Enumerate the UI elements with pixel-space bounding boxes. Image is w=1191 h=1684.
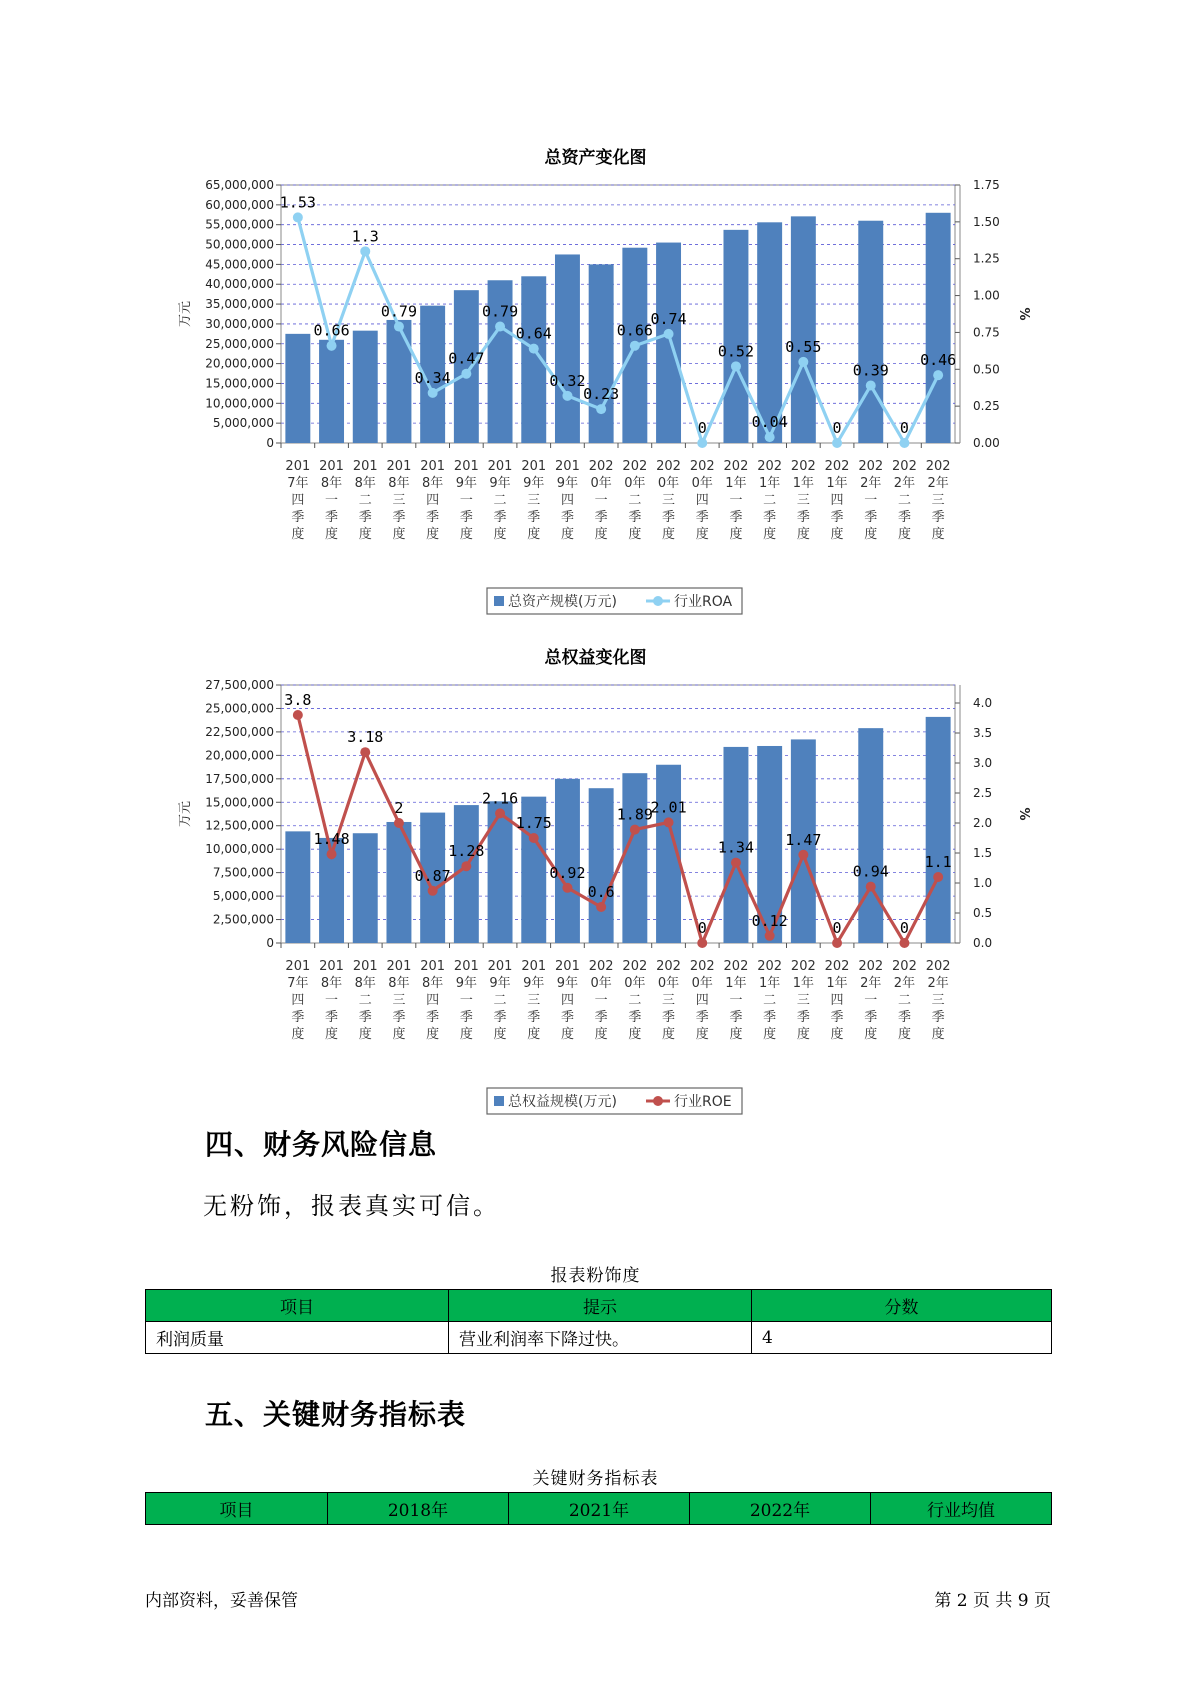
y2-tick-label: 2.0 bbox=[973, 816, 993, 830]
legend-swatch-bar bbox=[494, 596, 504, 606]
bar bbox=[858, 221, 883, 443]
data-label: 0.04 bbox=[751, 413, 788, 432]
y-tick-label: 0 bbox=[266, 936, 274, 950]
data-label: 0 bbox=[697, 919, 707, 937]
data-point bbox=[461, 861, 471, 871]
data-label: 1.48 bbox=[313, 830, 350, 849]
header-cell-2022: 2022年 bbox=[690, 1493, 871, 1525]
y-tick-label: 55,000,000 bbox=[205, 217, 274, 232]
y-tick-label: 5,000,000 bbox=[212, 416, 274, 431]
y-tick-label: 15,000,000 bbox=[205, 795, 274, 810]
header-cell-item: 项目 bbox=[146, 1290, 449, 1322]
data-point bbox=[731, 858, 741, 868]
legend-swatch-point bbox=[653, 596, 663, 606]
data-point bbox=[798, 357, 808, 367]
y2-tick-label: 0.50 bbox=[973, 362, 1000, 377]
bar bbox=[285, 334, 310, 443]
table-caption-key-indicators: 关键财务指标表 bbox=[532, 1469, 659, 1489]
x-tick-label: 201 7年四季度 bbox=[285, 959, 311, 1042]
header-cell-industry-avg: 行业均值 bbox=[871, 1493, 1052, 1525]
cell-hint: 营业利润率下降过快。 bbox=[449, 1322, 752, 1354]
table-header-row bbox=[146, 1493, 1052, 1525]
data-point bbox=[798, 850, 808, 860]
data-point bbox=[562, 391, 572, 401]
y2-tick-label: 4.0 bbox=[973, 696, 993, 710]
x-tick-label: 201 8年二季度 bbox=[352, 459, 378, 542]
bar bbox=[285, 831, 310, 943]
data-label: 1.1 bbox=[924, 853, 952, 871]
x-tick-label: 201 8年一季度 bbox=[319, 959, 344, 1042]
table-caption-whitewash: 报表粉饰度 bbox=[550, 1266, 641, 1286]
x-tick-label: 202 2年一季度 bbox=[858, 959, 884, 1042]
x-tick-label: 202 0年三季度 bbox=[656, 459, 681, 542]
x-tick-label: 202 1年三季度 bbox=[790, 959, 816, 1042]
bar bbox=[757, 222, 782, 443]
data-label: 0.46 bbox=[920, 351, 957, 370]
data-label: 1.34 bbox=[717, 838, 755, 857]
x-tick-label: 201 8年二季度 bbox=[352, 959, 378, 1042]
header-cell-hint: 提示 bbox=[449, 1290, 752, 1322]
data-point bbox=[495, 322, 505, 332]
y-tick-label: 17,500,000 bbox=[205, 771, 274, 786]
x-tick-label: 201 8年四季度 bbox=[420, 459, 446, 542]
y2-tick-label: 3.0 bbox=[973, 756, 993, 770]
x-tick-label: 201 7年四季度 bbox=[285, 459, 311, 542]
x-tick-label: 201 8年四季度 bbox=[420, 959, 446, 1042]
bar bbox=[555, 254, 580, 443]
y2-tick-label: 3.5 bbox=[973, 726, 993, 740]
data-point bbox=[293, 212, 303, 222]
x-tick-label: 202 0年四季度 bbox=[689, 459, 715, 542]
data-point bbox=[360, 246, 370, 256]
data-point bbox=[596, 902, 606, 912]
y-tick-label: 30,000,000 bbox=[205, 316, 274, 331]
y2-tick-label: 0.00 bbox=[973, 436, 1000, 450]
total-equity-chart bbox=[0, 670, 1191, 1110]
data-point bbox=[529, 344, 539, 354]
total-assets-chart bbox=[0, 170, 1191, 610]
risk-summary-text: 无粉饰，报表真实可信。 bbox=[203, 1192, 500, 1220]
data-label: 2.16 bbox=[481, 789, 519, 808]
y2-tick-label: 0.5 bbox=[973, 906, 993, 920]
data-point bbox=[394, 322, 404, 332]
y2-tick-label: 1.00 bbox=[973, 288, 1000, 303]
data-label: 0 bbox=[697, 419, 707, 437]
data-point bbox=[394, 818, 404, 828]
data-label: 0.79 bbox=[481, 302, 519, 321]
x-tick-label: 202 1年一季度 bbox=[723, 959, 749, 1042]
y-tick-label: 2,500,000 bbox=[212, 912, 274, 927]
data-label: 0.6 bbox=[587, 883, 615, 901]
data-point bbox=[899, 438, 909, 448]
y-axis-label: 万元 bbox=[178, 300, 193, 328]
chart-title-total-equity: 总权益变化图 bbox=[544, 648, 647, 668]
x-tick-label: 202 0年一季度 bbox=[588, 959, 614, 1042]
data-label: 1.47 bbox=[785, 830, 822, 849]
y2-tick-label: 1.25 bbox=[973, 251, 1000, 266]
data-point bbox=[933, 872, 943, 882]
header-cell-2018: 2018年 bbox=[328, 1493, 509, 1525]
x-tick-label: 202 0年二季度 bbox=[622, 459, 648, 542]
data-label: 2.01 bbox=[650, 798, 687, 817]
data-point bbox=[360, 747, 370, 757]
data-label: 1.89 bbox=[616, 805, 653, 824]
y2-tick-label: 0.25 bbox=[973, 399, 1000, 414]
bar bbox=[858, 728, 883, 943]
data-point bbox=[832, 438, 842, 448]
data-label: 0.64 bbox=[515, 324, 552, 343]
bar bbox=[353, 331, 378, 443]
data-point bbox=[866, 882, 876, 892]
data-label: 2 bbox=[394, 799, 404, 817]
y-tick-label: 35,000,000 bbox=[205, 297, 274, 312]
x-tick-label: 202 0年三季度 bbox=[656, 959, 681, 1042]
legend-label-bar: 总资产规模(万元) bbox=[508, 594, 617, 610]
y-tick-label: 27,500,000 bbox=[205, 678, 274, 692]
x-tick-label: 202 2年一季度 bbox=[858, 459, 884, 542]
data-label: 0.32 bbox=[549, 371, 586, 390]
data-label: 3.8 bbox=[284, 691, 312, 709]
y-tick-label: 0 bbox=[266, 436, 274, 450]
x-tick-label: 201 9年三季度 bbox=[521, 959, 547, 1042]
data-label: 1.3 bbox=[351, 227, 379, 246]
data-point bbox=[765, 432, 775, 442]
y-tick-label: 60,000,000 bbox=[205, 197, 274, 212]
x-tick-label: 201 8年三季度 bbox=[386, 959, 412, 1042]
x-tick-label: 202 0年四季度 bbox=[689, 959, 715, 1042]
data-label: 0.23 bbox=[583, 385, 620, 404]
data-point bbox=[697, 938, 707, 948]
section-heading-key-indicators: 五、关键财务指标表 bbox=[205, 1398, 467, 1431]
data-point bbox=[327, 341, 337, 351]
data-point bbox=[327, 849, 337, 859]
data-point bbox=[731, 361, 741, 371]
x-tick-label: 202 1年一季度 bbox=[723, 459, 749, 542]
whitewash-table bbox=[145, 1289, 1052, 1354]
data-point bbox=[529, 833, 539, 843]
data-point bbox=[933, 370, 943, 380]
legend-label-line: 行业ROE bbox=[674, 1094, 732, 1110]
data-label: 0.92 bbox=[549, 863, 586, 882]
cell-item: 利润质量 bbox=[146, 1322, 449, 1354]
y-tick-label: 20,000,000 bbox=[205, 748, 274, 763]
bar bbox=[386, 320, 411, 443]
bar bbox=[656, 243, 681, 443]
header-cell-item: 项目 bbox=[146, 1493, 328, 1525]
y2-tick-label: 0.0 bbox=[973, 936, 993, 950]
data-point bbox=[428, 388, 438, 398]
legend-swatch-point bbox=[653, 1096, 663, 1106]
bar bbox=[926, 717, 951, 943]
x-tick-label: 201 8年三季度 bbox=[386, 459, 412, 542]
footer-page-number: 第 2 页 共 9 页 bbox=[934, 1591, 1051, 1611]
y-tick-label: 65,000,000 bbox=[205, 178, 274, 192]
footer-confidential-note: 内部资料，妥善保管 bbox=[145, 1591, 298, 1611]
data-label: 0.87 bbox=[414, 866, 451, 885]
data-point bbox=[596, 404, 606, 414]
y-tick-label: 15,000,000 bbox=[205, 376, 274, 391]
cell-score: 4 bbox=[752, 1322, 1052, 1354]
data-label: 0.34 bbox=[414, 368, 451, 387]
x-tick-label: 201 9年二季度 bbox=[487, 459, 513, 542]
x-tick-label: 202 2年三季度 bbox=[925, 459, 951, 542]
y2-axis-label: % bbox=[1016, 307, 1031, 321]
data-point bbox=[461, 369, 471, 379]
y2-axis-label: % bbox=[1016, 807, 1031, 821]
x-tick-label: 202 2年二季度 bbox=[892, 959, 917, 1042]
y-tick-label: 40,000,000 bbox=[205, 277, 274, 292]
y-tick-label: 5,000,000 bbox=[212, 889, 274, 904]
x-tick-label: 201 9年一季度 bbox=[453, 959, 479, 1042]
x-tick-label: 201 9年三季度 bbox=[521, 459, 547, 542]
y-axis-label: 万元 bbox=[178, 800, 193, 828]
y2-tick-label: 2.5 bbox=[973, 786, 993, 800]
y-tick-label: 10,000,000 bbox=[205, 396, 274, 411]
table-header-row bbox=[146, 1290, 1052, 1322]
legend-label-line: 行业ROA bbox=[674, 594, 733, 610]
data-point bbox=[428, 886, 438, 896]
data-label: 0.39 bbox=[852, 361, 889, 380]
bar bbox=[353, 833, 378, 943]
bar bbox=[622, 773, 647, 943]
x-tick-label: 201 9年二季度 bbox=[487, 959, 513, 1042]
table-row bbox=[146, 1322, 1052, 1354]
data-label: 3.18 bbox=[347, 728, 384, 747]
y-tick-label: 50,000,000 bbox=[205, 237, 274, 252]
legend-label-bar: 总权益规模(万元) bbox=[508, 1094, 617, 1110]
y-tick-label: 20,000,000 bbox=[205, 356, 274, 371]
y2-tick-label: 1.5 bbox=[973, 846, 993, 860]
y-tick-label: 10,000,000 bbox=[205, 842, 274, 857]
data-point bbox=[293, 710, 303, 720]
x-tick-label: 202 1年四季度 bbox=[824, 459, 850, 542]
y-tick-label: 45,000,000 bbox=[205, 257, 274, 272]
header-cell-score: 分数 bbox=[752, 1290, 1052, 1322]
bar bbox=[589, 788, 614, 943]
y2-tick-label: 1.50 bbox=[973, 214, 1000, 229]
x-tick-label: 202 1年四季度 bbox=[824, 959, 850, 1042]
bar bbox=[488, 801, 513, 943]
x-tick-label: 202 2年三季度 bbox=[925, 959, 951, 1042]
bar bbox=[319, 340, 344, 443]
data-label: 0.47 bbox=[448, 349, 485, 368]
data-label: 1.75 bbox=[515, 814, 552, 832]
x-tick-label: 201 9年四季度 bbox=[555, 959, 580, 1042]
section-heading-financial-risk: 四、财务风险信息 bbox=[205, 1128, 438, 1161]
y-tick-label: 7,500,000 bbox=[212, 865, 274, 880]
bar bbox=[723, 230, 748, 443]
bar bbox=[926, 213, 951, 443]
x-tick-label: 202 0年一季度 bbox=[588, 459, 614, 542]
data-point bbox=[697, 438, 707, 448]
data-label: 0 bbox=[899, 919, 909, 937]
data-label: 0.74 bbox=[650, 309, 687, 328]
data-label: 0.66 bbox=[313, 321, 350, 340]
data-label: 0.12 bbox=[751, 911, 788, 930]
data-label: 0.94 bbox=[852, 862, 889, 881]
header-cell-2021: 2021年 bbox=[509, 1493, 690, 1525]
data-point bbox=[664, 329, 674, 339]
y2-tick-label: 0.75 bbox=[973, 325, 1000, 340]
x-tick-label: 201 9年四季度 bbox=[555, 459, 580, 542]
y-tick-label: 22,500,000 bbox=[205, 724, 274, 739]
y2-tick-label: 1.0 bbox=[973, 876, 993, 890]
y-tick-label: 25,000,000 bbox=[205, 336, 274, 351]
data-point bbox=[562, 883, 572, 893]
y2-tick-label: 1.75 bbox=[973, 178, 1000, 192]
key-indicators-table bbox=[145, 1492, 1052, 1525]
data-point bbox=[832, 938, 842, 948]
y-tick-label: 25,000,000 bbox=[205, 701, 274, 716]
data-label: 0 bbox=[899, 419, 909, 437]
data-label: 0.52 bbox=[717, 342, 755, 361]
data-point bbox=[765, 931, 775, 941]
data-label: 0 bbox=[832, 919, 842, 937]
data-point bbox=[866, 381, 876, 391]
data-point bbox=[495, 808, 505, 818]
x-tick-label: 202 1年二季度 bbox=[757, 459, 783, 542]
bar bbox=[555, 779, 580, 943]
data-point bbox=[630, 825, 640, 835]
bar bbox=[791, 216, 816, 443]
bar bbox=[589, 264, 614, 443]
data-label: 1.53 bbox=[279, 193, 316, 212]
x-tick-label: 202 0年二季度 bbox=[622, 959, 648, 1042]
data-point bbox=[899, 938, 909, 948]
y-tick-label: 12,500,000 bbox=[205, 818, 274, 833]
chart-title-total-assets: 总资产变化图 bbox=[544, 148, 647, 168]
x-tick-label: 202 1年二季度 bbox=[757, 959, 783, 1042]
data-point bbox=[630, 341, 640, 351]
data-label: 0.66 bbox=[616, 321, 653, 340]
x-tick-label: 202 1年三季度 bbox=[790, 459, 816, 542]
data-label: 0.55 bbox=[785, 337, 822, 356]
x-tick-label: 201 8年一季度 bbox=[319, 459, 344, 542]
data-label: 0 bbox=[832, 419, 842, 437]
data-label: 1.28 bbox=[448, 842, 485, 861]
data-point bbox=[664, 817, 674, 827]
x-tick-label: 202 2年二季度 bbox=[892, 459, 917, 542]
data-label: 0.79 bbox=[380, 302, 418, 321]
x-tick-label: 201 9年一季度 bbox=[453, 459, 479, 542]
legend-swatch-bar bbox=[494, 1096, 504, 1106]
